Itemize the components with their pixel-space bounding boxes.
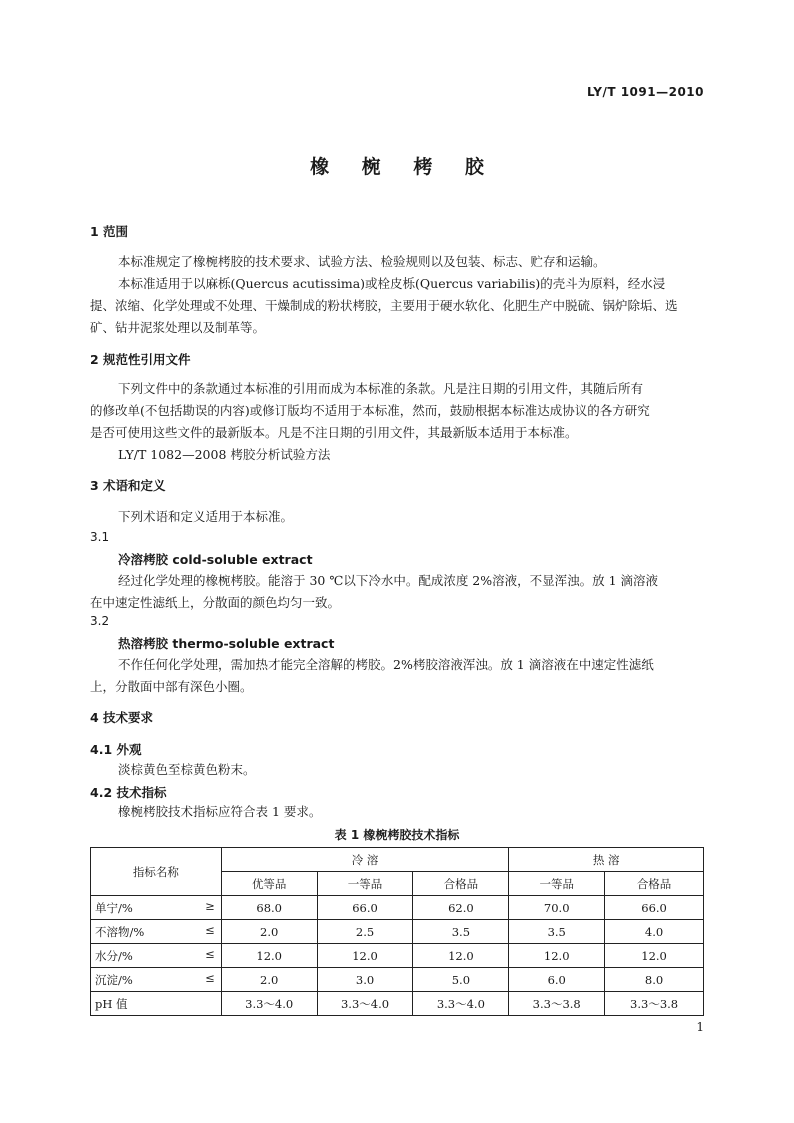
row-label <box>91 896 222 920</box>
standard-number: LY/T 1091—2010 <box>586 85 704 99</box>
section-1-heading: 1 范围 <box>90 224 129 239</box>
table-cell: 66.0 <box>317 896 413 920</box>
table-cell: 12.0 <box>605 944 704 968</box>
definition-3-2-line-2: 上，分散面中部有深色小圈。 <box>90 679 253 694</box>
term-cold-soluble: 冷溶栲胶 cold-soluble extract <box>118 552 313 567</box>
definition-3-1-line-1: 经过化学处理的橡椀栲胶。能溶于 30 ℃以下冷水中。配成浓度 2%溶液，不显浑浊。放 1 滴溶液 <box>118 573 659 588</box>
definition-3-2-line-1: 不作任何化学处理，需加热才能完全溶解的栲胶。2%栲胶溶液浑浊。放 1 滴溶液在中速定性滤纸 <box>118 657 654 672</box>
section-2-para-line-3: 是否可使用这些文件的最新版本。凡是不注日期的引用文件，其最新版本适用于本标准。 <box>90 425 578 440</box>
table-row <box>91 944 704 968</box>
header-indicator-name: 指标名称 <box>91 848 222 896</box>
document-title: 橡 椀 栲 胶 <box>310 156 497 178</box>
table-cell: 62.0 <box>413 896 509 920</box>
term-thermo-soluble: 热溶栲胶 thermo-soluble extract <box>118 636 335 651</box>
subheader-hot-qualified: 合格品 <box>605 872 704 896</box>
subheader-cold-premium: 优等品 <box>221 872 317 896</box>
table-cell: 12.0 <box>509 944 605 968</box>
row-label-text: pH 值 <box>95 996 128 1011</box>
row-symbol: ≥ <box>205 899 215 913</box>
section-2-para-line-2: 的修改单(不包括勘误的内容)或修订版均不适用于本标准，然而，鼓励根据本标准达成协议的各方研究 <box>90 403 650 418</box>
row-label-text: 不溶物/% <box>95 924 145 939</box>
table-cell: 70.0 <box>509 896 605 920</box>
section-1-para-2-line-2: 提、浓缩、化学处理或不处理、干燥制成的粉状栲胶，主要用于硬水软化、化肥生产中脱硫、锅炉除垢、选 <box>90 298 678 313</box>
section-2-para-line-1: 下列文件中的条款通过本标准的引用而成为本标准的条款。凡是注日期的引用文件，其随后所有 <box>118 381 644 396</box>
row-label-text: 水分/% <box>95 948 133 963</box>
header-cold-soluble: 冷 溶 <box>221 848 509 872</box>
subheader-cold-qualified: 合格品 <box>413 872 509 896</box>
table-row <box>91 992 704 1016</box>
table-cell: 3.5 <box>509 920 605 944</box>
table-cell: 5.0 <box>413 968 509 992</box>
table-row <box>91 968 704 992</box>
clause-4-2-text: 橡椀栲胶技术指标应符合表 1 要求。 <box>118 804 322 819</box>
tech-spec-table <box>90 847 704 1016</box>
definition-3-1-line-2: 在中速定性滤纸上，分散面的颜色均匀一致。 <box>90 595 341 610</box>
clause-3-2-number: 3.2 <box>90 614 110 628</box>
table-cell: 66.0 <box>605 896 704 920</box>
table-cell: 3.3～3.8 <box>509 992 605 1016</box>
table-cell: 2.5 <box>317 920 413 944</box>
section-1-para-2-line-3: 矿、钻井泥浆处理以及制革等。 <box>90 320 266 335</box>
table-cell: 8.0 <box>605 968 704 992</box>
subheader-hot-first: 一等品 <box>509 872 605 896</box>
subheader-cold-first: 一等品 <box>317 872 413 896</box>
section-4-heading: 4 技术要求 <box>90 710 154 725</box>
clause-3-1-number: 3.1 <box>90 530 110 544</box>
table-cell: 3.3～3.8 <box>605 992 704 1016</box>
section-1-para-1: 本标准规定了橡椀栲胶的技术要求、试验方法、检验规则以及包装、标志、贮存和运输。 <box>118 254 606 269</box>
table-cell: 2.0 <box>221 968 317 992</box>
table-cell: 3.3～4.0 <box>221 992 317 1016</box>
table-row <box>91 920 704 944</box>
table-cell: 3.5 <box>413 920 509 944</box>
table-cell: 3.3～4.0 <box>413 992 509 1016</box>
section-3-intro: 下列术语和定义适用于本标准。 <box>118 509 294 524</box>
table-cell: 12.0 <box>413 944 509 968</box>
normative-reference: LY/T 1082—2008 栲胶分析试验方法 <box>118 447 331 462</box>
clause-4-1-heading: 4.1 外观 <box>90 742 142 757</box>
table-cell: 6.0 <box>509 968 605 992</box>
table-cell: 12.0 <box>317 944 413 968</box>
table-cell: 68.0 <box>221 896 317 920</box>
section-2-heading: 2 规范性引用文件 <box>90 352 191 367</box>
table-cell: 3.3～4.0 <box>317 992 413 1016</box>
page-number: 1 <box>696 1020 704 1034</box>
row-label <box>91 944 222 968</box>
table-cell: 3.0 <box>317 968 413 992</box>
row-label-text: 单宁/% <box>95 900 133 915</box>
table-cell: 12.0 <box>221 944 317 968</box>
table-caption: 表 1 橡椀栲胶技术指标 <box>334 828 460 842</box>
row-label-text: 沉淀/% <box>95 972 133 987</box>
row-label <box>91 992 222 1016</box>
table-row <box>91 896 704 920</box>
row-label <box>91 920 222 944</box>
table-cell: 2.0 <box>221 920 317 944</box>
row-symbol: ≤ <box>205 923 215 937</box>
clause-4-2-heading: 4.2 技术指标 <box>90 785 167 800</box>
section-3-heading: 3 术语和定义 <box>90 478 166 493</box>
section-1-para-2-line-1: 本标准适用于以麻栎(Quercus acutissima)或栓皮栎(Quercus variabilis)的壳斗为原料，经水浸 <box>118 276 666 291</box>
header-hot-soluble: 热 溶 <box>509 848 704 872</box>
row-symbol: ≤ <box>205 971 215 985</box>
clause-4-1-text: 淡棕黄色至棕黄色粉末。 <box>118 762 256 777</box>
table-cell: 4.0 <box>605 920 704 944</box>
row-symbol: ≤ <box>205 947 215 961</box>
row-label <box>91 968 222 992</box>
